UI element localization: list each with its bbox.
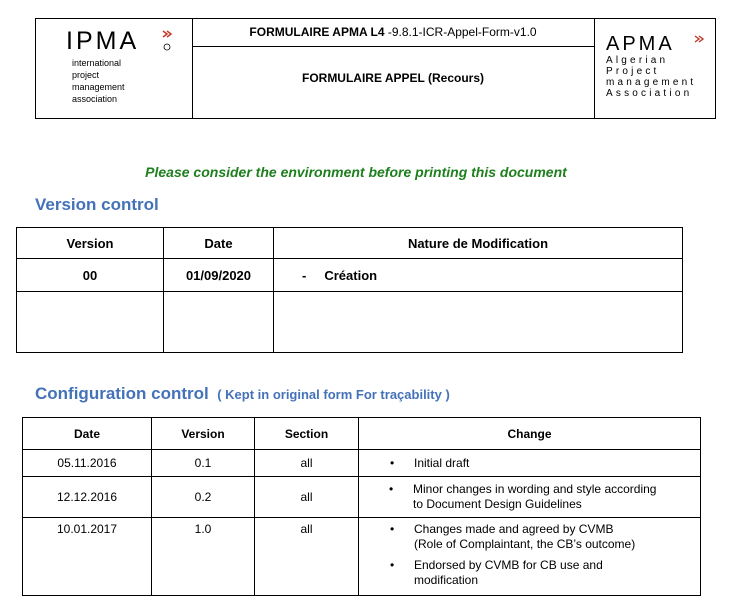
empty-cell <box>17 292 164 353</box>
column-header: Change <box>359 418 701 450</box>
change-list <box>360 522 699 588</box>
section-cell: all <box>255 518 359 596</box>
column-header: Date <box>164 228 274 259</box>
column-header: Version <box>17 228 164 259</box>
version-control-table <box>16 227 683 353</box>
column-header: Date <box>23 418 152 450</box>
table-header-row <box>23 418 701 450</box>
table-row <box>23 518 701 596</box>
ipma-logo-cell <box>36 19 193 118</box>
ipma-line-3: management <box>72 82 125 92</box>
apma-logo-subtitle <box>606 55 696 99</box>
dash-marker: - <box>302 267 307 283</box>
change-text: Endorsed by CVMB for CB use and <box>414 558 603 572</box>
version-control-heading: Version control <box>35 195 159 214</box>
table-row <box>23 477 701 518</box>
change-text: Changes made and agreed by CVMB <box>414 522 614 536</box>
change-cell <box>359 477 701 518</box>
form-code-bold: FORMULAIRE APMA L4 <box>249 25 385 39</box>
ipma-logo-text: IPMA <box>66 27 140 55</box>
form-title: FORMULAIRE APPEL (Recours) <box>301 71 484 85</box>
date-cell: 12.12.2016 <box>23 477 152 518</box>
section-cell: all <box>255 450 359 477</box>
form-code <box>192 19 594 47</box>
version-cell: 0.2 <box>152 477 255 518</box>
configuration-control-heading <box>35 384 450 404</box>
table-row-empty <box>17 292 683 353</box>
change-text: Minor changes in wording and style according <box>413 482 657 496</box>
change-item <box>390 522 699 552</box>
nature-cell <box>274 259 683 292</box>
date-cell: 05.11.2016 <box>23 450 152 477</box>
change-cell <box>359 450 701 477</box>
table-header-row <box>17 228 683 259</box>
ipma-logo-subtitle <box>72 57 125 105</box>
date-cell: 01/09/2020 <box>164 259 274 292</box>
nature-text: Création <box>324 267 378 283</box>
change-list <box>359 482 700 512</box>
apma-line-1: Algerian <box>606 55 669 66</box>
change-text: to Document Design Guidelines <box>413 497 582 511</box>
column-header: Section <box>255 418 359 450</box>
change-item <box>390 456 699 471</box>
apma-logo-cell <box>594 19 716 118</box>
table-row <box>17 259 683 292</box>
document-header <box>35 18 716 119</box>
ipma-logo <box>66 29 139 54</box>
empty-cell <box>274 292 683 353</box>
configuration-subheading: ( Kept in original form For traçability ) <box>217 387 450 402</box>
version-cell: 0.1 <box>152 450 255 477</box>
form-code-rest: -9.8.1-ICR-Appel-Form-v1.0 <box>384 25 537 39</box>
environment-note: Please consider the environment before printing this document <box>145 164 567 180</box>
column-header: Version <box>152 418 255 450</box>
change-cell <box>359 518 701 596</box>
empty-cell <box>164 292 274 353</box>
ipma-line-1: international <box>72 58 122 68</box>
form-title-cell <box>192 19 595 118</box>
change-list <box>360 456 699 471</box>
apma-arrows-icon <box>694 35 706 45</box>
change-text: (Role of Complaintant, the CB’s outcome) <box>414 537 636 551</box>
version-cell: 00 <box>17 259 164 292</box>
change-text: Initial draft <box>414 455 470 470</box>
column-header: Nature de Modification <box>274 228 683 259</box>
section-cell: all <box>255 477 359 518</box>
apma-line-3: management <box>606 77 697 88</box>
change-item <box>389 482 700 512</box>
version-cell: 1.0 <box>152 518 255 596</box>
date-cell: 10.01.2017 <box>23 518 152 596</box>
apma-line-2: Project <box>606 66 660 77</box>
change-item <box>390 558 699 588</box>
configuration-heading-text: Configuration control <box>35 384 209 403</box>
configuration-control-table <box>22 417 701 596</box>
ipma-line-4: association <box>72 94 118 104</box>
ipma-arrows-icon <box>161 29 175 51</box>
ipma-line-2: project <box>72 70 100 80</box>
apma-line-4: Association <box>606 88 693 99</box>
apma-logo-text: APMA <box>606 33 675 55</box>
change-text: modification <box>414 573 479 587</box>
table-row <box>23 450 701 477</box>
